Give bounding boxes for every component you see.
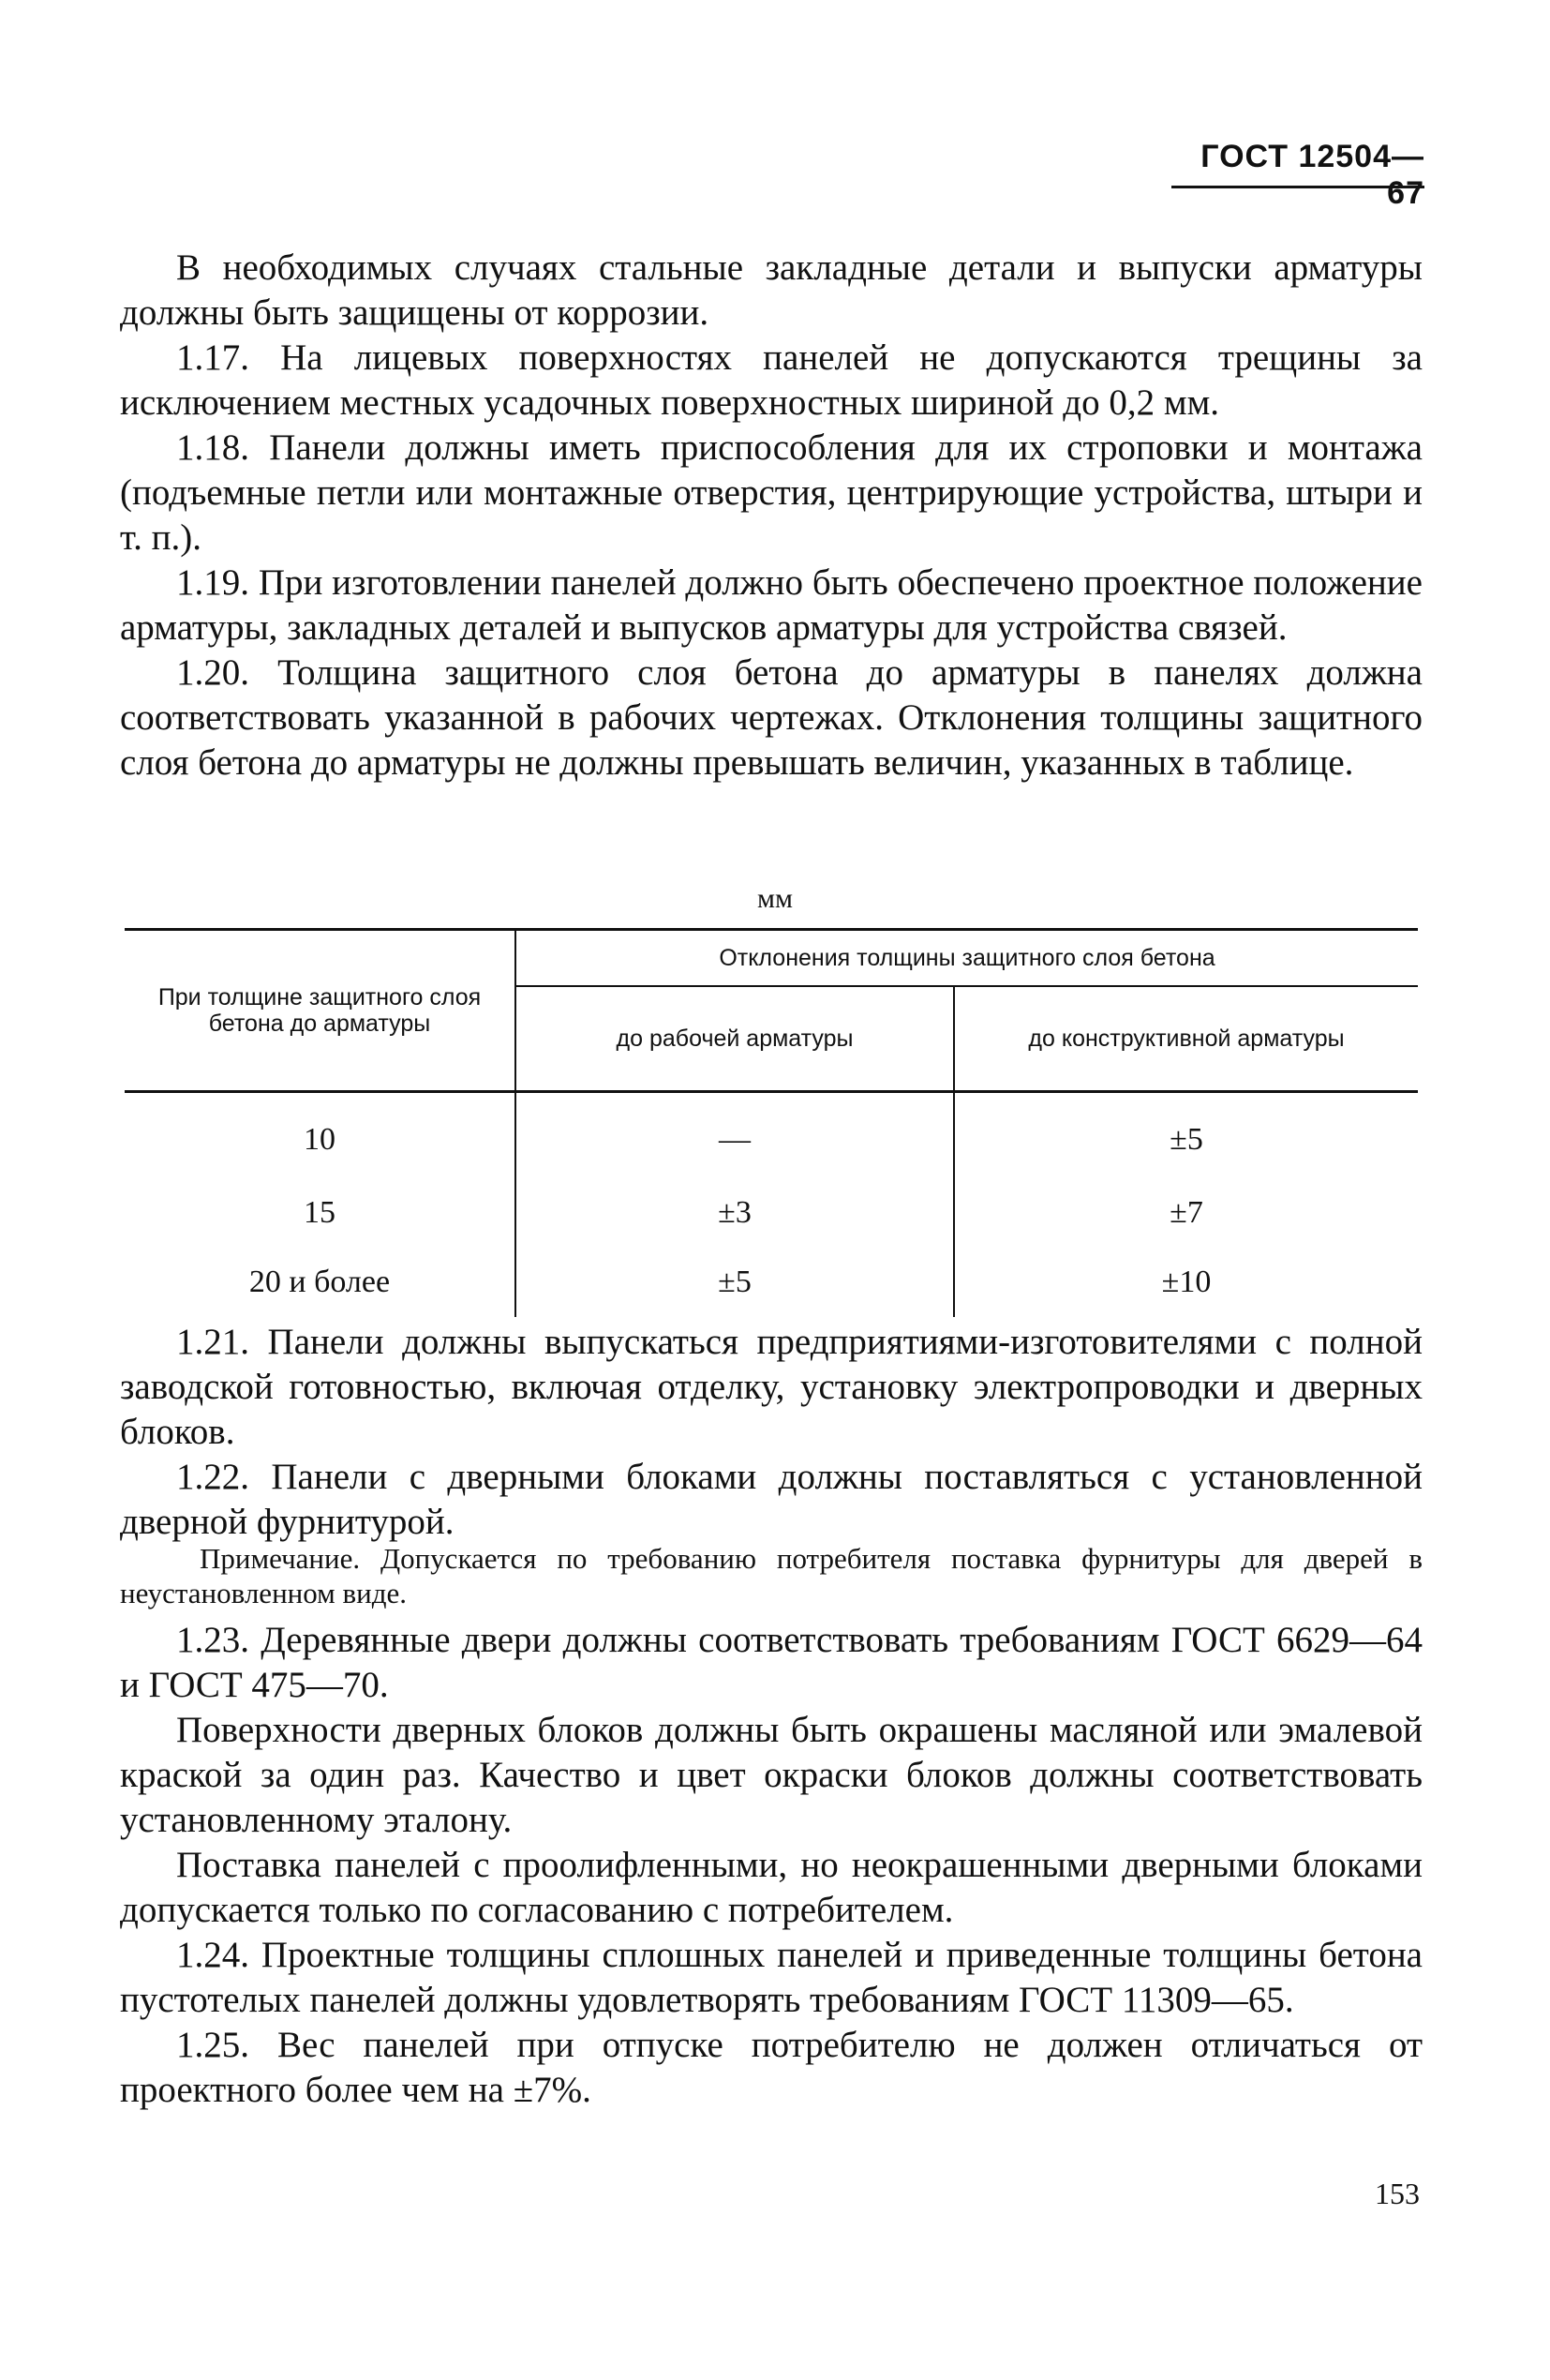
cell-working: — bbox=[515, 1092, 954, 1179]
text-block-mid bbox=[120, 1320, 1423, 1545]
paragraph-1-23: 1.23. Деревянные двери должны соответствовать требованиям ГОСТ 6629—64 и ГОСТ 475—70. bbox=[120, 1620, 1423, 1705]
page-number: 153 bbox=[1375, 2177, 1420, 2210]
paragraph-1-21: 1.21. Панели должны выпускаться предприятиями-изготовителями с полной заводской готовностью, включая отделку, установку электропроводки и дверных блоков. bbox=[120, 1322, 1423, 1452]
paragraph-1-17: 1.17. На лицевых поверхностях панелей не допускаются трещины за исключением местных усадочных поверхностных шириной до 0,2 мм. bbox=[120, 337, 1423, 423]
header-rule bbox=[1171, 186, 1424, 188]
text-block-top bbox=[120, 246, 1423, 786]
table-unit: мм bbox=[757, 883, 793, 914]
cell-thickness: 15 bbox=[304, 1195, 335, 1230]
col-header-working: до рабочей арматуры bbox=[515, 986, 954, 1092]
paragraph-door-finish: Поверхности дверных блоков должны быть окрашены масляной или эмалевой краской за один раз. Качество и цвет окраски блоков должны соответствовать установленному эталону. bbox=[120, 1710, 1423, 1840]
note-text: Примечание. Допускается по требованию потребителя поставка фурнитуры для дверей в неустановленном виде. bbox=[120, 1542, 1423, 1609]
paragraph-1-18: 1.18. Панели должны иметь приспособления для их строповки и монтажа (подъемные петли или монтажные отверстия, центрирующие устройства, штыри и т. п.). bbox=[120, 427, 1423, 558]
col-header-thickness: При толщине защитного слоя бетона до арматуры bbox=[125, 930, 515, 1092]
col-header-group: Отклонения толщины защитного слоя бетона bbox=[515, 930, 1418, 987]
cell-working: ±3 bbox=[515, 1178, 954, 1248]
paragraph-1-19: 1.19. При изготовлении панелей должно быть обеспечено проектное положение арматуры, закладных деталей и выпусков арматуры для устройства связей. bbox=[120, 562, 1423, 648]
table-row bbox=[125, 1092, 1418, 1179]
cell-structural: ±5 bbox=[954, 1092, 1418, 1179]
paragraph-1-24: 1.24. Проектные толщины сплошных панелей и приведенные толщины бетона пустотелых панелей должны удовлетворять требованиям ГОСТ 11309—65. bbox=[120, 1935, 1423, 2020]
paragraph-1-20: 1.20. Толщина защитного слоя бетона до арматуры в панелях должна соответствовать указанной в рабочих чертежах. Отклонения толщины защитного слоя бетона до арматуры не должны превышать величин, указанных в таблице. bbox=[120, 652, 1423, 783]
cell-thickness: 10 bbox=[304, 1122, 335, 1157]
standard-header: ГОСТ 12504—67 bbox=[1200, 139, 1424, 211]
tolerance-table bbox=[125, 928, 1418, 1317]
text-block-bottom bbox=[120, 1618, 1423, 2113]
cell-structural: ±10 bbox=[954, 1248, 1418, 1317]
table-row bbox=[125, 1248, 1418, 1317]
cell-working: ±5 bbox=[515, 1248, 954, 1317]
paragraph: В необходимых случаях стальные закладные детали и выпуски арматуры должны быть защищены от коррозии. bbox=[120, 247, 1423, 333]
note-block bbox=[120, 1541, 1423, 1610]
cell-structural: ±7 bbox=[954, 1178, 1418, 1248]
col-header-structural: до конструктивной арматуры bbox=[954, 986, 1418, 1092]
paragraph-1-25: 1.25. Вес панелей при отпуске потребителю не должен отличаться от проектного более чем на ±7%. bbox=[120, 2025, 1423, 2110]
cell-thickness: 20 и более bbox=[248, 1265, 391, 1299]
paragraph-door-supply: Поставка панелей с проолифленными, но неокрашенными дверными блоками допускается только по согласованию с потребителем. bbox=[120, 1845, 1423, 1930]
table-row bbox=[125, 1178, 1418, 1248]
paragraph-1-22: 1.22. Панели с дверными блоками должны поставляться с установленной дверной фурнитурой. bbox=[120, 1457, 1423, 1542]
